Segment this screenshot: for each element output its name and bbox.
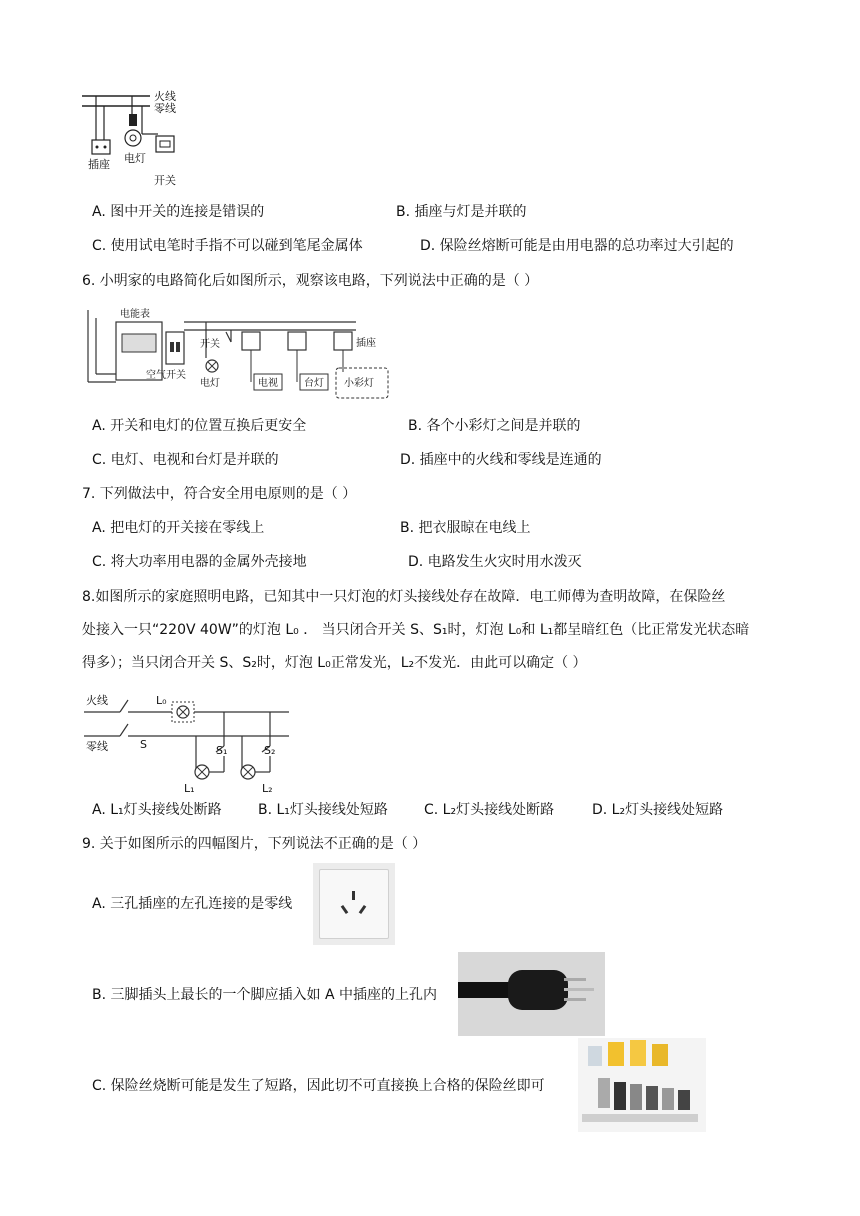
- q8-circuit-figure: [84, 690, 294, 796]
- meter-label: 电能表: [120, 309, 150, 320]
- s2-label: S₂: [264, 744, 276, 757]
- q6-option-b[interactable]: B. 各个小彩灯之间是并联的: [408, 418, 581, 434]
- q8-stem-line-1: 8.如图所示的家庭照明电路，已知其中一只灯泡的灯头接线处存在故障．电工师傅为查明故障，在保险丝: [82, 589, 726, 605]
- q8-option-b[interactable]: B. L₁灯头接线处短路: [258, 802, 388, 818]
- neutral-line-label: 零线: [154, 102, 176, 115]
- s-label: S: [140, 738, 147, 751]
- three-pin-plug-photo: [458, 952, 605, 1036]
- desk-lamp-label: 台灯: [304, 378, 324, 389]
- fire-line-label: 火线: [154, 90, 176, 103]
- q6-socket-label: 插座: [356, 338, 376, 349]
- q7-option-a[interactable]: A. 把电灯的开关接在零线上: [92, 520, 265, 536]
- q9-option-a[interactable]: A. 三孔插座的左孔连接的是零线: [92, 896, 293, 912]
- q9-option-b[interactable]: B. 三脚插头上最长的一个脚应插入如 A 中插座的上孔内: [92, 987, 437, 1003]
- q5-option-a[interactable]: A. 图中开关的连接是错误的: [92, 204, 265, 220]
- q6-option-c[interactable]: C. 电灯、电视和台灯是并联的: [92, 452, 279, 468]
- q7-stem: 7. 下列做法中，符合安全用电原则的是（ ）: [82, 486, 357, 502]
- small-lights-label: 小彩灯: [344, 378, 374, 389]
- q5-option-b[interactable]: B. 插座与灯是并联的: [396, 204, 527, 220]
- q7-option-d[interactable]: D. 电路发生火灾时用水泼灭: [408, 554, 582, 570]
- three-hole-socket-photo: [313, 863, 395, 945]
- l1-label: L₁: [184, 782, 195, 795]
- q7-option-c[interactable]: C. 将大功率用电器的金属外壳接地: [92, 554, 307, 570]
- q8-option-a[interactable]: A. L₁灯头接线处断路: [92, 802, 222, 818]
- q8-stem-line-2: 处接入一只“220V 40W”的灯泡 L₀ ． 当只闭合开关 S、S₁时，灯泡 L₀和 L₁都呈暗红色（比正常发光状态暗: [82, 622, 750, 638]
- q9-stem: 9. 关于如图所示的四幅图片，下列说法不正确的是（ ）: [82, 836, 427, 852]
- top-wiring-figure: [80, 86, 190, 194]
- q8-option-c[interactable]: C. L₂灯头接线处断路: [424, 802, 555, 818]
- socket-label: 插座: [88, 158, 110, 171]
- q6-switch-label: 开关: [200, 339, 220, 350]
- q6-circuit-figure: [86, 302, 396, 404]
- q7-option-b[interactable]: B. 把衣服晾在电线上: [400, 520, 531, 536]
- q5-option-c[interactable]: C. 使用试电笔时手指不可以碰到笔尾金属体: [92, 238, 363, 254]
- q8-fire-label: 火线: [86, 694, 108, 707]
- q5-option-d[interactable]: D. 保险丝熔断可能是由用电器的总功率过大引起的: [420, 238, 734, 254]
- s1-label: S₁: [216, 744, 228, 757]
- tv-label: 电视: [258, 378, 278, 389]
- l2-label: L₂: [262, 782, 273, 795]
- q8-option-d[interactable]: D. L₂灯头接线处短路: [592, 802, 724, 818]
- l0-label: L₀: [156, 694, 167, 707]
- switch-label: 开关: [154, 174, 176, 187]
- air-switch-label: 空气开关: [146, 370, 186, 381]
- q8-stem-line-3: 得多）；当只闭合开关 S、S₂时，灯泡 L₀正常发光，L₂不发光．由此可以确定（ ）: [82, 655, 587, 671]
- q9-option-c[interactable]: C. 保险丝烧断可能是发生了短路，因此切不可直接换上合格的保险丝即可: [92, 1078, 545, 1094]
- lamp-label: 电灯: [124, 152, 146, 165]
- q6-lamp-label: 电灯: [200, 378, 220, 389]
- fuses-photo: [578, 1038, 706, 1132]
- q8-neutral-label: 零线: [86, 740, 108, 753]
- q6-stem: 6. 小明家的电路简化后如图所示，观察该电路，下列说法中正确的是（ ）: [82, 273, 539, 289]
- q6-option-a[interactable]: A. 开关和电灯的位置互换后更安全: [92, 418, 307, 434]
- q6-option-d[interactable]: D. 插座中的火线和零线是连通的: [400, 452, 602, 468]
